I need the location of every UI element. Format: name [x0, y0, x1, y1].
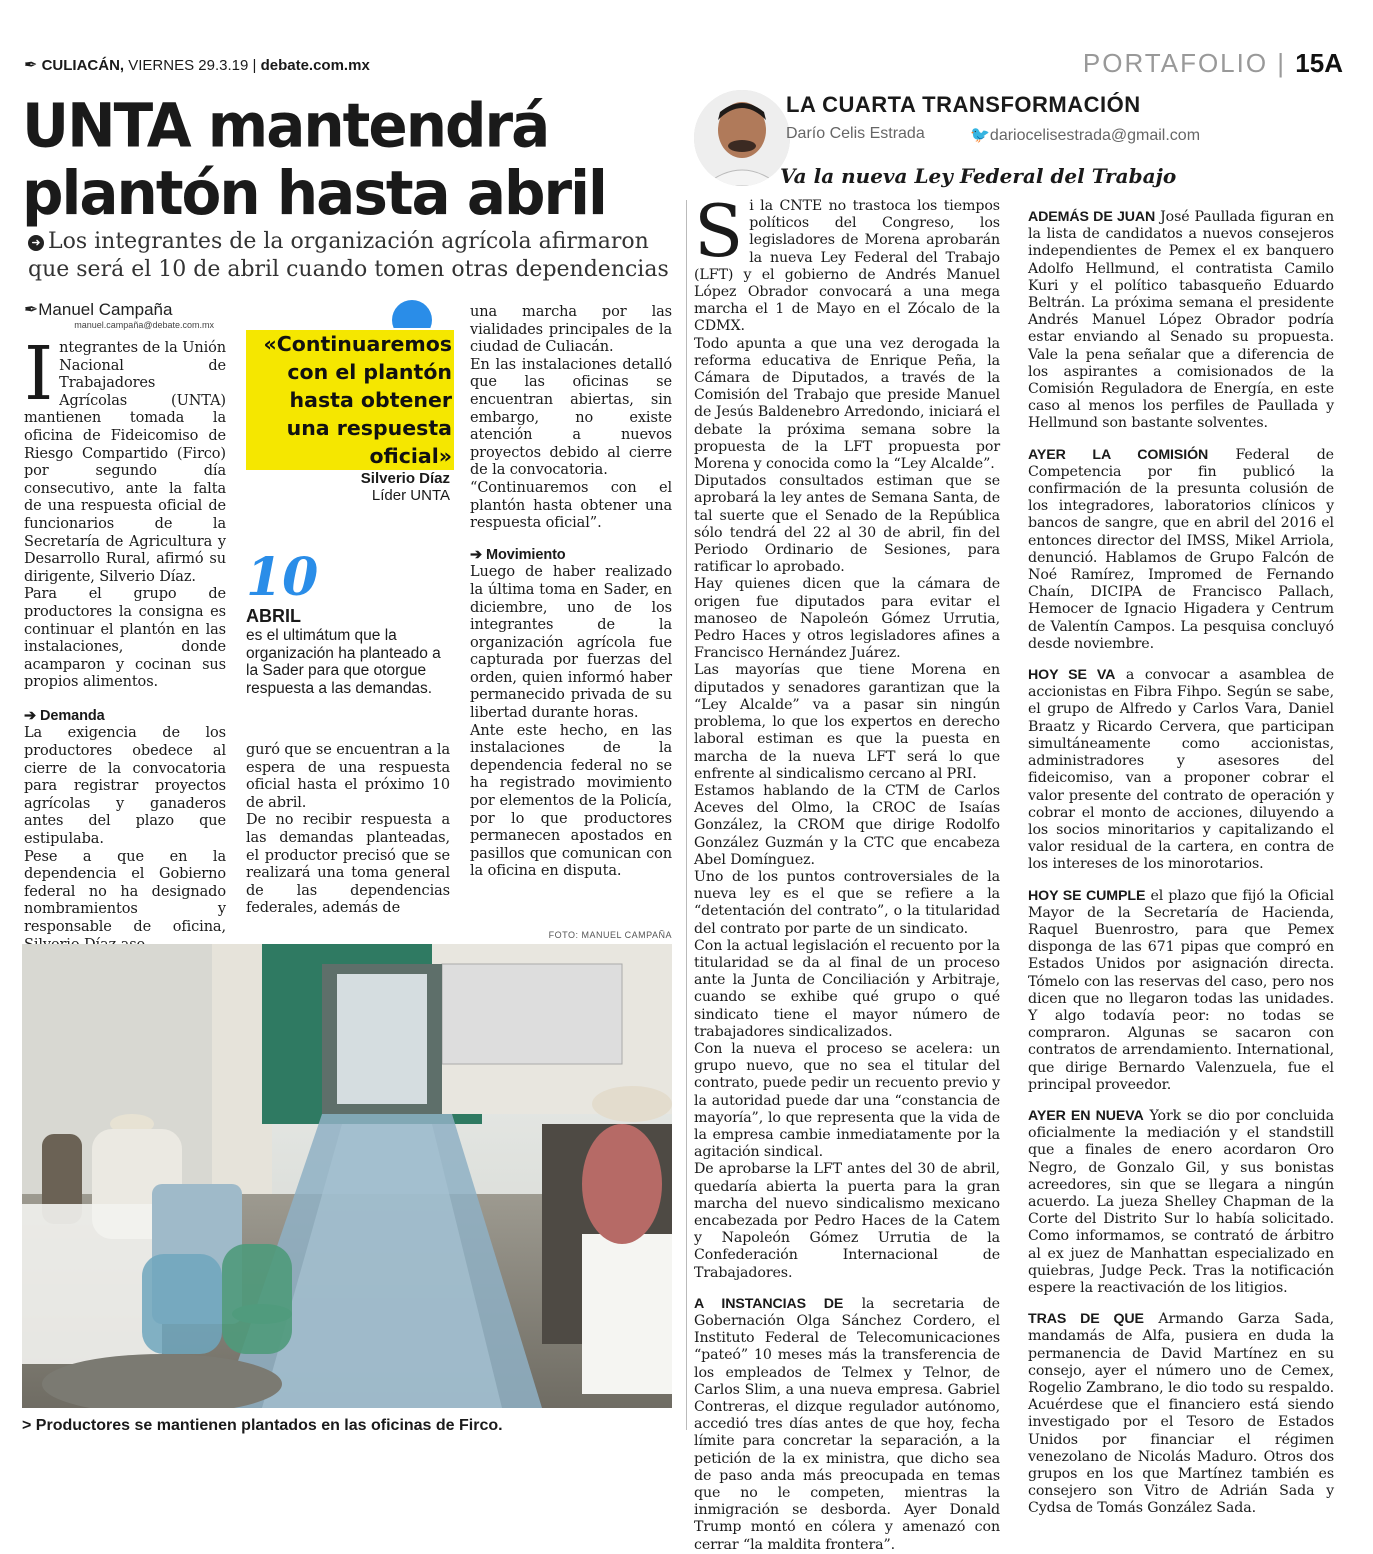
- columnist-portrait: [694, 90, 790, 186]
- paragraph-lead: HOY SE CUMPLE: [1028, 887, 1146, 904]
- byline: [24, 300, 214, 330]
- column-text-a: [694, 189, 1000, 1554]
- paragraph-lead: TRAS DE QUE: [1028, 1311, 1144, 1328]
- paragraph: José Paullada figuran en la lista de candidatos a nuevos consejeros independientes de Pemex el ex banquero Adolfo Hellmund, el contratista Camilo Kuri y el político tabasqueño Eduardo Beltrán. La próxima semana el presidente Andrés Manuel López Obrador podría estar enviando al Senado su propuesta. Vale la pena señalar que a diferencia de los aspirantes a comisionados de la Comisión Reguladora de Energía, en este caso al menos los perfiles de Paullada y Hellmund son bastante solventes.: [1028, 209, 1334, 432]
- paragraph: a convocar a asamblea de accionistas en Fibra Fihpo. Según se sabe, el grupo de Alfredo y Carlos Vara, Daniel Braatz y Ricardo Cervera, que participan simultáneamente como accionistas, administradores y asesores del fideicomiso, van a proponer cobrar el valor presente del contrato de operación y cobrar el monto de acciones, diluyendo a los socios minoritarios y capitalizando el valor residual de la cartera, en contra de los intereses de los minorotarios.: [1028, 667, 1334, 873]
- quote-attribution: [246, 470, 450, 504]
- columnist-avatar: [694, 90, 790, 186]
- paragraph: En las instalaciones detalló que las oficinas se encuentran abiertas, sin embargo, no existe atención a nuevos proyectos debido al cierre de la convocatoria.: [470, 356, 672, 479]
- masthead-site[interactable]: debate.com.mx: [260, 57, 370, 74]
- paragraph: De no recibir respuesta a las demandas planteadas, el productor precisó que se realizará una toma general de las dependencias federales, además de: [246, 812, 450, 917]
- paragraph: Federal de Competencia por fin publicó la confirmación de la presunta colusión de los integradores, laboratorios clínicos y bancos de sangre, que en abril del 2016 el entonces director del IMSS, Mikel Arriola, denunció. Hablamos de Grupo Falcón de Noé Ramírez, Impromed de Fernando Chaín, DICIPA de Francisco Pallach, Hemocer de Ignacio Higadera y Centrum de Valentín Campos. La pesquisa concluyó desde noviembre.: [1028, 446, 1334, 652]
- columnist-name: Darío Celis Estrada: [786, 125, 925, 142]
- paragraph-lead: AYER EN NUEVA: [1028, 1107, 1144, 1124]
- pull-quote: «Continuaremos con el plantón hasta obtener una respuesta oficial»: [246, 330, 454, 470]
- paragraph: Uno de los puntos controversiales de la nueva ley es el que se refiere a la “detentación del contrato”, o la titularidad del contrato por parte de un sindicato.: [694, 868, 1000, 937]
- page-number: 15A: [1295, 48, 1343, 78]
- headline-line-1: UNTA mantendrá: [22, 89, 549, 162]
- stat-text: es el ultimátum que la organización ha planteado a la Sader para que otorgue respuesta a las demandas.: [246, 627, 441, 697]
- paragraph-lead: HOY SE VA: [1028, 667, 1116, 684]
- paragraph: Armando Garza Sada, mandamás de Alfa, pusiera en duda la permanencia de David Martínez en su consejo, ayer el número uno de Cemex, Rogelio Zambrano, le dio todo su respaldo. Acuérdese que el financiero está siendo investigado por el Tesoro de Estados Unidos por financiar el régimen venezolano de Nicolás Maduro. Otros dos grupos en los que Martínez también es consejero son Vitro de Adrián Sada y Cydsa de Tomás González Sada.: [1028, 1311, 1334, 1517]
- column-text-b: [1028, 209, 1334, 1518]
- masthead-divider: |: [252, 57, 257, 74]
- byline-author: ✒Manuel Campaña: [24, 300, 173, 319]
- headline-line-2: plantón hasta abril: [22, 157, 606, 229]
- paragraph: York se dio por concluida oficialmente la mediación y el standstill que a finales de enero acordaron Oro Negro, de Gonzalo Gil, y sus bonistas acreedores, sin que se llegara a ningún acuerdo. La jueza Shelley Chapman de la Corte del Distrito Sur lo había solicitado. Como informamos, se contrató de árbitro al ex juez de Manhattan especializado en quiebras, Judge Peck. Tras la notificación espere la reactivación de los litigios.: [1028, 1107, 1334, 1296]
- quote-name: Silverio Díaz: [360, 470, 450, 487]
- masthead-left: [24, 55, 370, 75]
- paragraph: Hay quienes dicen que la cámara de origen fue diputados para evitar el manoseo de Napoleón Gómez Urrutia, Pedro Haces y otros legisladores afines a Francisco Hernández Juárez.: [694, 576, 1000, 662]
- column-divider: [686, 200, 687, 1430]
- subhead-movimiento: ➔ Movimiento: [470, 546, 566, 563]
- article-column-1: [24, 331, 226, 954]
- arrow-circle-icon: ➜: [28, 235, 44, 251]
- columnist-email[interactable]: 🐦dariocelisestrada@gmail.com: [970, 127, 1201, 144]
- subhead-demanda: ➔ Demanda: [24, 707, 105, 724]
- bird-icon: 🐦: [970, 127, 990, 144]
- masthead-date: VIERNES 29.3.19: [128, 57, 249, 74]
- quote-role: Líder UNTA: [371, 487, 450, 504]
- paragraph: La exigencia de los productores obedece al cierre de la convocatoria para registrar proyectos agrícolas y ganaderos antes del plazo que estipulaba.: [24, 725, 226, 848]
- feather-icon: ✒: [24, 57, 38, 74]
- paragraph: Las mayorías que tiene Morena en diputados y senadores garantizan que la “Ley Alcalde” va a pasar sin ningún problema, lo que los expertos en derecho laboral estiman es que la puesta en marcha de la nueva LFT será lo que enfrente al sindicalismo cercano al PRI.: [694, 662, 1000, 782]
- paragraph-lead: ADEMÁS DE JUAN: [1028, 209, 1156, 225]
- paragraph: Pese a que en la dependencia el Gobierno federal no ha designado nombramientos y responsable de oficina,: [24, 848, 226, 935]
- arrow-right-icon: ➔: [470, 546, 483, 563]
- arrow-right-icon: ➔: [24, 707, 37, 724]
- paragraph: ntegrantes de la Unión Nacional de Trabajadores Agrícolas (UNTA) mantienen tomada la oficina de Fideicomiso de Riesgo Compartido (Firco) por segundo día consecutivo, ante la falta de una respuesta oficial de funcionarios de la Secretaría de Agricultura y Desarrollo Rural, afirmó su dirigente, Silverio Díaz.: [24, 340, 226, 585]
- paragraph: Con la actual legislación el recuento por la titularidad se da al final de un proceso ante la Junta de Conciliación y Arbitraje, cuando se exhibe qué grupo o qué sindicato tiene el mayor número de trabajadores sindicalizados.: [694, 937, 1000, 1040]
- paragraph: Ante este hecho, en las instalaciones de la dependencia federal no se ha registrado movimiento por elementos de la Policía, por lo que productores permanecen apostados en pasillos que comunican con la oficina en disputa.: [470, 722, 672, 880]
- photo-caption: > Productores se mantienen plantados en las oficinas de Firco.: [22, 1417, 503, 1434]
- paragraph: Con la nueva el proceso se acelera: un grupo nuevo, que no sea el titular del contrato, puede pedir un recuento previo y la autoridad puede dar una “constancia de mayoría”, lo que representa que la vida de la empresa cambie inmediatamente por la agitación sindical.: [694, 1040, 1000, 1161]
- paragraph: el plazo que fijó la Oficial Mayor de la Secretaría de Hacienda, Raquel Buenrostro, para que Pemex disponga de las 671 pipas que compró en Estados Unidos por asignación directa. Tómelo con las reservas del caso, pero nos dicen que no llegaron todas las unidades. Y algo todavía peor: no todas se compraron. Algunas se sacaron con contratos de arrendamiento. International, que dirige Bernardo Valenzuela, fue el principal proveedor.: [1028, 887, 1334, 1093]
- paragraph: la secretaria de Gobernación Olga Sánchez Cordero, el Instituto Federal de Telecomunicaciones “pateó” 10 meses más la transferencia de los empleados de Telmex y Telnor, de Carlos Slim, a una nueva empresa. Gabriel Contreras, el dizque regulador autónomo, accedió tres días antes de que hoy, fecha límite para concretar la separación, a la petición de la ex ministra, que dicho sea de paso anda más preocupada en temas que no le competen, mientras la inmigración se desborda. Ayer Donald Trump montó en cólera y amenazó con cerrar “la maldita frontera”.: [694, 1295, 1000, 1553]
- masthead-city: CULIACÁN,: [41, 57, 125, 74]
- feather-icon: ✒: [24, 300, 39, 319]
- headline: [22, 89, 672, 229]
- masthead-right: [1083, 48, 1343, 79]
- stat-box: [246, 547, 450, 697]
- dek-text: Los integrantes de la organización agrícola afirmaron que será el 10 de abril cuando tomen otras dependencias: [28, 229, 669, 282]
- byline-email[interactable]: manuel.campaña@debate.com.mx: [74, 320, 214, 330]
- quote-icon: [392, 300, 432, 328]
- section-name: PORTAFOLIO |: [1082, 48, 1287, 78]
- paragraph: guró que se encuentran a la espera de una respuesta oficial hasta el próximo 10 de abril.: [246, 742, 450, 811]
- photo-scene: [22, 944, 672, 1408]
- photo-credit: FOTO: MANUEL CAMPAÑA: [548, 930, 672, 940]
- paragraph: Todo apunta a que una vez derogada la reforma educativa de Enrique Peña, la Cámara de Diputados, a través de la Comisión del Trabajo que preside Manuel de Jesús Baldenebro Arredondo, iniciará el debate la próxima semana sobre la propuesta de la LFT propuesta por Morena y conocida como la “Ley Alcalde”.: [694, 335, 1000, 473]
- article-column-3: [470, 304, 672, 881]
- dropcap: I: [24, 331, 54, 417]
- paragraph-lead: A INSTANCIAS DE: [694, 1295, 844, 1312]
- stat-label: ABRIL: [246, 606, 301, 626]
- column-title: LA CUARTA TRANSFORMACIÓN: [786, 92, 1141, 117]
- paragraph: Luego de haber realizado la última toma en Sader, en diciembre, uno de los integrantes de la organización agrícola fue capturada por fuerzas del orden, quien informó haber permanecido privada de su libertad durante horas.: [470, 564, 672, 722]
- paragraph: Para el grupo de productores la consigna es continuar el plantón en las instalaciones, donde acamparon y cocinan sus propios alimentos.: [24, 586, 226, 691]
- dek: [28, 228, 678, 284]
- paragraph: una marcha por las vialidades principales de la ciudad de Culiacán.: [470, 304, 672, 356]
- article-photo: [22, 944, 672, 1408]
- paragraph: i la CNTE no trastoca los tiempos políticos del Congreso, los legisladores de Morena aprobarán la nueva Ley Federal del Trabajo (LFT) y el gobierno de Andrés Manuel López Obrador convocará a una mega marcha el 1 de Mayo en el Zócalo de la CDMX.: [694, 198, 1000, 335]
- stat-number: 10: [246, 547, 319, 608]
- paragraph-lead: AYER LA COMISIÓN: [1028, 446, 1209, 463]
- paragraph: De aprobarse la LFT antes del 30 de abril, quedaría abierta la puerta para la gran marcha del nuevo sindicalismo mexicano encabezada por Pedro Haces de la Catem y Napoleón Gómez Urrutia de la Confederación Internacional de Trabajadores.: [694, 1161, 1000, 1281]
- column-headline: Va la nueva Ley Federal del Trabajo: [780, 164, 1177, 188]
- paragraph: Estamos hablando de la CTM de Carlos Aceves del Olmo, la CROC de Isaías González, la CROM que dirige Rodolfo González Guzmán y la CTC que encabeza Abel Domínguez.: [694, 782, 1000, 868]
- paragraph: Diputados consultados estiman que se aprobará la ley antes de Semana Santa, de tal suerte que el Senado de la República sólo tendrá del 22 al 30 de abril, fin del Periodo Ordinario de Sesiones, para ratificar lo aprobado.: [694, 473, 1000, 576]
- article-column-2: [246, 742, 450, 918]
- paragraph: “Continuaremos con el plantón hasta obtener una respuesta oficial”.: [470, 479, 672, 532]
- dropcap: S: [694, 189, 744, 273]
